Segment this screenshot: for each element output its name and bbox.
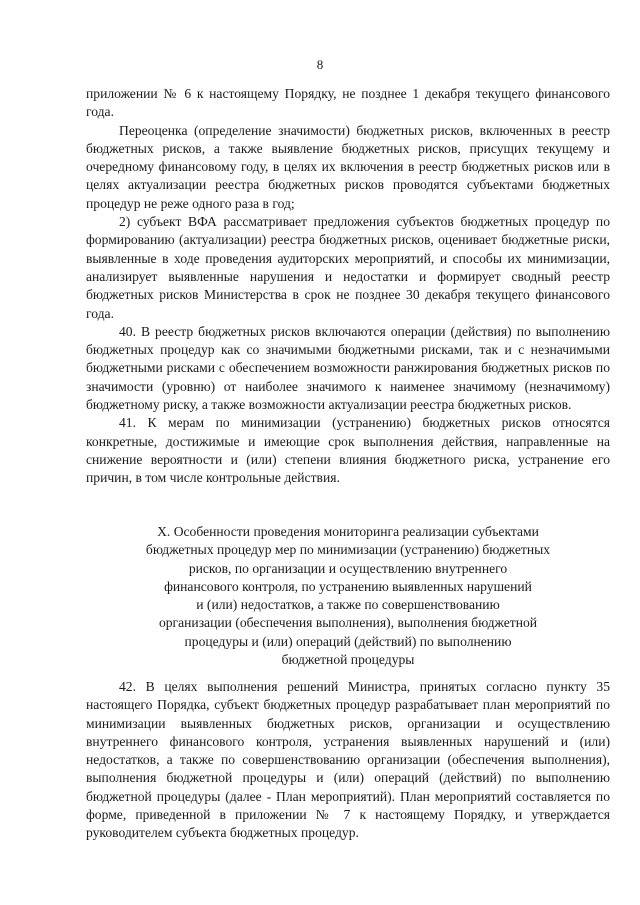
paragraph-42: 42. В целях выполнения решений Министра, принятых согласно пункту 35 настоящего Порядка, субъект бюджетных процедур разрабатывает план мероприятий по минимизации выявленных бюджетных рисков, организации и осуществлению внутреннего финансового контроля, устранения выявленных нарушений и (или) недостатков, а также по совершенствованию организации (обеспечения выполнения), выполнения бюджетной процедуры и (или) операций (действий) по выполнению бюджетной процедуры (далее - План мероприятий). План мероприятий составляется по форме, приведенной в приложении № 7 к настоящему Порядку, и утверждается руководителем субъекта бюджетных процедур.: [86, 679, 610, 841]
heading-line: финансового контроля, по устранению выявленных нарушений: [164, 578, 532, 594]
heading-line: организации (обеспечения выполнения), выполнения бюджетной: [158, 615, 538, 631]
paragraph-continuation: приложении № 6 к настоящему Порядку, не позднее 1 декабря текущего финансового года.: [86, 86, 610, 120]
section-heading: [86, 523, 610, 669]
paragraph-40: 40. В реестр бюджетных рисков включаются операции (действия) по выполнению бюджетных процедур как со значимыми бюджетными рисками, так и с незначимыми бюджетными рисками с обеспечением возможности ранжирования бюджетных рисков по значимости (уровню) от наиболее значимого к наименее значимому (незначимому) бюджетному риску, а также возможности актуализации реестра бюджетных рисков.: [86, 323, 610, 413]
paragraph-item-2: 2) субъект ВФА рассматривает предложения субъектов бюджетных процедур по формированию (актуализации) реестра бюджетных рисков, оценивает бюджетные риски, выявленные в ходе проведения аудиторских мероприятий, и способы их минимизации, анализирует выявленные нарушения и недостатки и формирует сводный реестр бюджетных рисков Министерства в срок не позднее 30 декабря текущего финансового года.: [86, 214, 610, 321]
heading-line: бюджетных процедур мер по минимизации (устранению) бюджетных: [145, 542, 551, 558]
page-number: 8: [316, 57, 324, 72]
heading-line: рисков, по организации и осуществлению внутреннего: [188, 560, 508, 576]
paragraph-41: 41. К мерам по минимизации (устранению) бюджетных рисков относятся конкретные, достижимые и имеющие срок выполнения действия, направленные на снижение вероятности и (или) степени влияния бюджетного риска, устранение его причин, в том числе контрольные действия.: [86, 415, 610, 486]
body-text-top: [86, 85, 610, 488]
paragraph-reassessment: Переоценка (определение значимости) бюджетных рисков, включенных в реестр бюджетных рисков, а также выявление бюджетных рисков, присущих текущему и очередному финансовому году, в целях их включения в реестр бюджетных рисков или в целях актуализации реестра бюджетных рисков проводятся субъектами бюджетных процедур не реже одного раза в год;: [86, 122, 610, 211]
body-text-bottom: [86, 678, 610, 843]
heading-line: и (или) недостатков, а также по совершенствованию: [196, 597, 500, 613]
heading-line: бюджетной процедуры: [281, 652, 415, 668]
heading-line: процедуры и (или) операций (действий) по выполнению: [184, 633, 512, 649]
heading-line: X. Особенности проведения мониторинга реализации субъектами: [157, 524, 539, 539]
